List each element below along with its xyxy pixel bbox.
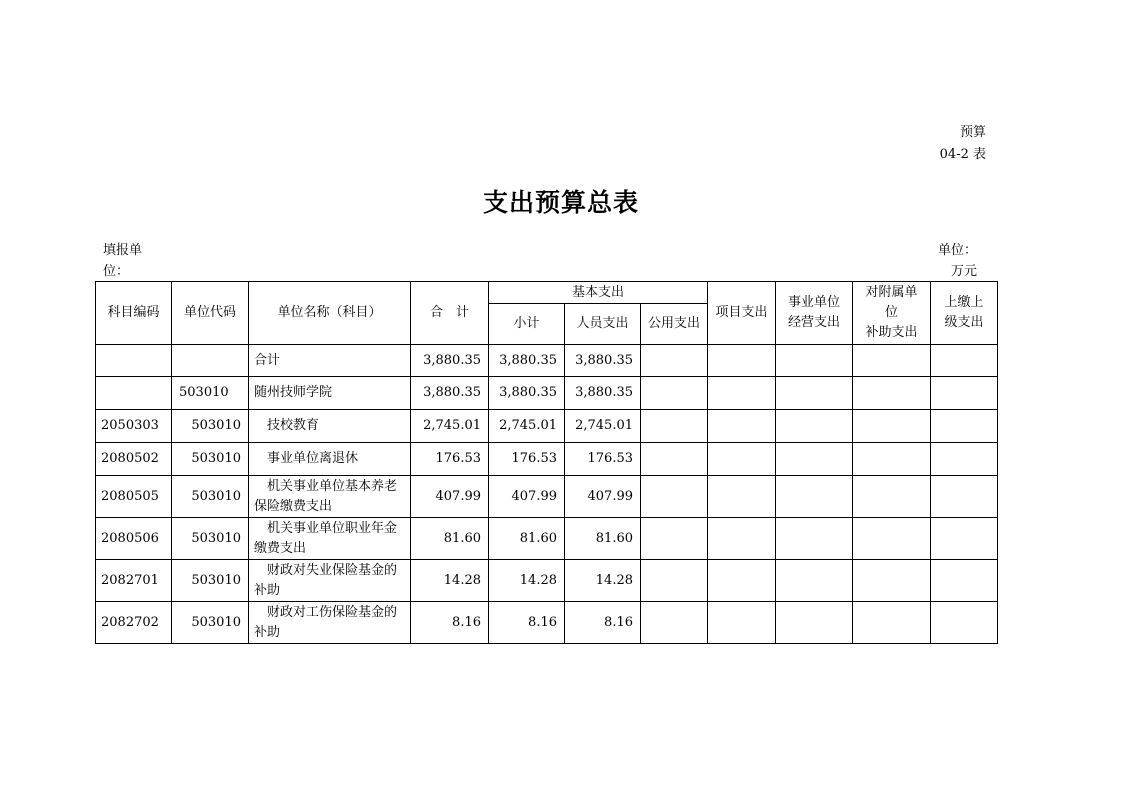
table-row	[96, 377, 998, 410]
cell-unit-code: 503010	[172, 377, 249, 410]
cell-subsidiary	[853, 602, 931, 644]
table-row	[96, 476, 998, 518]
cell-public	[641, 518, 708, 560]
header-subject-code: 科目编码	[96, 282, 172, 345]
cell-project	[708, 602, 776, 644]
cell-personnel: 3,880.35	[565, 377, 641, 410]
cell-total: 407.99	[411, 476, 489, 518]
cell-project	[708, 443, 776, 476]
cell-total: 81.60	[411, 518, 489, 560]
cell-total: 3,880.35	[411, 345, 489, 377]
table-row	[96, 602, 998, 644]
cell-total: 3,880.35	[411, 377, 489, 410]
header-project-expenditure: 项目支出	[708, 282, 776, 345]
cell-subsidiary	[853, 410, 931, 443]
cell-subsidiary	[853, 476, 931, 518]
cell-upper	[931, 476, 998, 518]
header-basic-expenditure: 基本支出	[489, 282, 708, 304]
cell-subtotal: 176.53	[489, 443, 565, 476]
header-subsidiary-line2: 位	[885, 305, 899, 320]
header-business-line2: 经营支出	[788, 315, 841, 330]
cell-business	[776, 560, 853, 602]
cell-subtotal: 2,745.01	[489, 410, 565, 443]
cell-public	[641, 345, 708, 377]
cell-project	[708, 377, 776, 410]
header-subsidiary-expenditure	[853, 282, 931, 345]
header-business-line1: 事业单位	[788, 295, 841, 310]
currency-unit-label	[938, 240, 977, 282]
cell-upper	[931, 410, 998, 443]
reporting-unit-label-line1: 填报单	[103, 243, 143, 258]
cell-unit-code: 503010	[172, 560, 249, 602]
cell-subject-code: 2080506	[96, 518, 172, 560]
cell-name: 财政对失业保险基金的补助	[249, 560, 411, 602]
cell-total: 14.28	[411, 560, 489, 602]
cell-public	[641, 410, 708, 443]
form-number-line2: 04-2 表	[939, 147, 986, 162]
cell-personnel: 14.28	[565, 560, 641, 602]
cell-subject-code: 2050303	[96, 410, 172, 443]
header-upper-line1: 上缴上	[944, 295, 984, 310]
cell-public	[641, 443, 708, 476]
cell-upper	[931, 560, 998, 602]
cell-name: 事业单位离退休	[249, 443, 411, 476]
table-row	[96, 560, 998, 602]
expenditure-budget-table	[95, 281, 998, 644]
cell-personnel: 3,880.35	[565, 345, 641, 377]
cell-subtotal: 3,880.35	[489, 345, 565, 377]
cell-subject-code	[96, 345, 172, 377]
currency-unit-label-line1: 单位：	[937, 243, 977, 258]
reporting-unit-label	[103, 240, 163, 282]
cell-subject-code: 2082702	[96, 602, 172, 644]
cell-public	[641, 602, 708, 644]
cell-subsidiary	[853, 377, 931, 410]
header-business-expenditure	[776, 282, 853, 345]
cell-subject-code: 2082701	[96, 560, 172, 602]
cell-name: 合计	[249, 345, 411, 377]
cell-subsidiary	[853, 345, 931, 377]
table-row	[96, 345, 998, 377]
cell-subsidiary	[853, 560, 931, 602]
cell-project	[708, 560, 776, 602]
cell-subtotal: 407.99	[489, 476, 565, 518]
table-row	[96, 443, 998, 476]
cell-subject-code: 2080505	[96, 476, 172, 518]
cell-business	[776, 602, 853, 644]
header-personnel: 人员支出	[565, 304, 641, 345]
cell-upper	[931, 518, 998, 560]
cell-business	[776, 410, 853, 443]
header-subsidiary-line3: 补助支出	[865, 325, 918, 340]
header-total: 合 计	[411, 282, 489, 345]
cell-public	[641, 560, 708, 602]
cell-name: 机关事业单位职业年金缴费支出	[249, 518, 411, 560]
header-unit-code: 单位代码	[172, 282, 249, 345]
currency-unit-label-line2: 万元	[950, 264, 977, 279]
cell-upper	[931, 602, 998, 644]
cell-subsidiary	[853, 518, 931, 560]
cell-unit-code	[172, 345, 249, 377]
cell-total: 2,745.01	[411, 410, 489, 443]
cell-business	[776, 377, 853, 410]
table-row	[96, 410, 998, 443]
table-row	[96, 518, 998, 560]
cell-public	[641, 476, 708, 518]
cell-project	[708, 476, 776, 518]
cell-business	[776, 476, 853, 518]
cell-unit-code: 503010	[172, 410, 249, 443]
cell-upper	[931, 377, 998, 410]
cell-subject-code: 2080502	[96, 443, 172, 476]
cell-project	[708, 518, 776, 560]
cell-public	[641, 377, 708, 410]
cell-unit-code: 503010	[172, 602, 249, 644]
cell-subtotal: 8.16	[489, 602, 565, 644]
cell-subtotal: 3,880.35	[489, 377, 565, 410]
cell-business	[776, 518, 853, 560]
cell-upper	[931, 345, 998, 377]
header-upper-line2: 级支出	[944, 315, 984, 330]
reporting-unit-label-line2: 位：	[103, 264, 130, 279]
cell-unit-code: 503010	[172, 443, 249, 476]
header-unit-name: 单位名称（科目）	[249, 282, 411, 345]
header-upper-expenditure	[931, 282, 998, 345]
cell-name: 机关事业单位基本养老保险缴费支出	[249, 476, 411, 518]
cell-subtotal: 81.60	[489, 518, 565, 560]
cell-upper	[931, 443, 998, 476]
cell-subsidiary	[853, 443, 931, 476]
cell-subject-code	[96, 377, 172, 410]
cell-name: 财政对工伤保险基金的补助	[249, 602, 411, 644]
cell-personnel: 176.53	[565, 443, 641, 476]
cell-subtotal: 14.28	[489, 560, 565, 602]
cell-name: 随州技师学院	[249, 377, 411, 410]
cell-business	[776, 443, 853, 476]
page-title: 支出预算总表	[482, 188, 639, 217]
cell-project	[708, 410, 776, 443]
cell-unit-code: 503010	[172, 476, 249, 518]
cell-name: 技校教育	[249, 410, 411, 443]
cell-personnel: 81.60	[565, 518, 641, 560]
header-subtotal: 小计	[489, 304, 565, 345]
form-number	[940, 122, 986, 166]
header-subsidiary-line1: 对附属单	[865, 285, 918, 300]
cell-personnel: 8.16	[565, 602, 641, 644]
cell-personnel: 407.99	[565, 476, 641, 518]
cell-total: 8.16	[411, 602, 489, 644]
cell-business	[776, 345, 853, 377]
header-public: 公用支出	[641, 304, 708, 345]
form-number-line1: 预算	[959, 125, 986, 140]
cell-personnel: 2,745.01	[565, 410, 641, 443]
cell-total: 176.53	[411, 443, 489, 476]
cell-project	[708, 345, 776, 377]
cell-unit-code: 503010	[172, 518, 249, 560]
